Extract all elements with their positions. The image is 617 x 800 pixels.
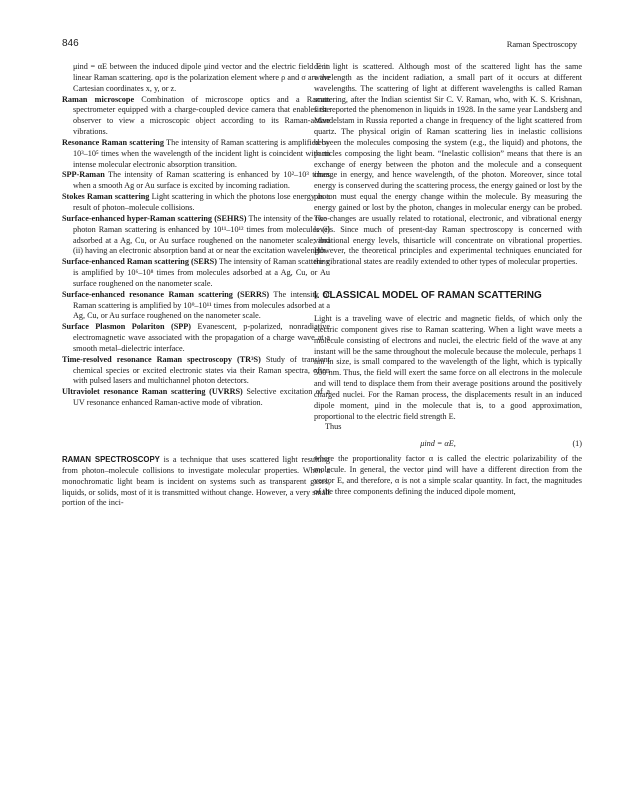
glossary-definition: The intensity of Raman scattering is amplified by 10⁹–10¹¹ times from molecules adsorbed at a Ag, Cu, or Au surface roughened on the nanometer scale. — [73, 289, 330, 321]
glossary-entry — [62, 387, 330, 409]
page-number: 846 — [62, 38, 79, 49]
section-heading: I. CLASSICAL MODEL OF RAMAN SCATTERING — [314, 290, 542, 302]
glossary-definition: Selective excitation of a UV resonance enhanced Raman-active mode of vibration. — [73, 387, 331, 408]
glossary-definition: The intensity of Raman scattering is amplified by 10³–10⁵ times when the wavelength of the incident light is coincident with an intense molecular electronic absorption transition. — [73, 137, 330, 169]
equation-1 — [314, 439, 582, 450]
glossary-definition: The intensity of Raman scattering is enhanced by 10²–10³ times when a smooth Ag or Au surface is excited by incoming radiation. — [73, 170, 330, 191]
glossary-entry — [62, 95, 330, 138]
glossary-term: Ultraviolet resonance Raman scattering (UVRRS) — [62, 387, 243, 397]
equation-body: μind = αE, — [420, 439, 456, 449]
left-column — [62, 62, 330, 509]
right-column — [314, 62, 582, 498]
running-title: Raman Spectroscopy — [506, 39, 577, 49]
section-paragraph-1: Light is a traveling wave of electric and magnetic fields, of which only the electric component gives rise to Raman scattering. When a light wave meets a molecule consisting of electrons and nuclei, the electric field of the wave at any instant will be the same throughout the molecule because the molecule, perhaps 1 nm in size, is small compared to the wavelength of the light, which is typically 500 nm. Thus, the field will exert the same force on all electrons in the molecule and will tend to displace them from their average positions around the positively charged nuclei. For the Raman process, the displacements result in an induced dipole moment, μind in the molecule that is, to a good approximation, proportional to the electric field strength E. — [314, 314, 582, 421]
glossary-entry — [62, 192, 330, 214]
thus-text: Thus — [325, 422, 342, 432]
glossary-entry — [62, 214, 330, 257]
glossary-definition: The intensity of the two-photon Raman scattering is enhanced by 10¹¹–10¹² times from molecules (i) adsorbed at a Ag, Cu, or Au surface roughened on the nanometer scale; and (ii) having an electronic absorption band at or near the excitation wavelength. — [73, 213, 330, 256]
glossary-continuation: μind = αE between the induced dipole μind vector and the electric field E in linear Raman scattering. αρσ is the polarization element where ρ and σ are the Cartesian coordinates x, y, or z. — [73, 62, 330, 93]
glossary-term: Stokes Raman scattering — [62, 192, 150, 202]
intro-continuation: dent light is scattered. Although most of the scattered light has the same wavelength as the incident radiation, a small part of it occurs at different wavelengths. The scattering of light at different wavelengths is called Raman scattering, after the Indian scientist Sir C. V. Raman, who, with K. S. Krishnan, first reported the phenomenon in liquids in 1928. In the same year Landsberg and Mandelstam in Russia reported a change in frequency of the light scattered from quartz. The physical origin of Raman scattering lies in inelastic collisions between the molecules composing the system (e.g., the liquid) and photons, the particles composing the light beam. “Inelastic collision” means that there is an exchange of energy between the photon and the molecule and a consequent change in energy, and hence wavelength, of the photon. Moreover, since total energy is conserved during the scattering process, the energy gained or lost by the photon must equal the energy change within the molecule. By measuring the energy gained or lost by the photon, changes in molecular energy can be probed. The changes are usually related to rotational, electronic, and vibrational energy levels. Since much of present-day Raman spectroscopy is concerned with vibrational energy levels, thisarticle will concentrate on vibrational properties. However, the theoretical principles and experimental techniques enunciated for the vibrational states are readily extended to other types of molecular properties. — [314, 62, 582, 267]
glossary-entry — [62, 290, 330, 323]
intro-paragraph — [62, 455, 330, 509]
glossary-definition: Evanescent, p-polarized, nonradiative electromagnetic wave associated with the propagation of a charge wave at a smooth metal–dielectric interface. — [73, 322, 330, 353]
glossary-term: Time-resolved resonance Raman spectroscopy (TR³S) — [62, 354, 261, 364]
glossary-definition: The intensity of Raman scattering is amplified by 10⁶–10⁸ times from molecules adsorbed at a Ag, Cu, or Au surface roughened on the nanometer scale. — [73, 257, 330, 288]
glossary-term: Surface-enhanced hyper-Raman scattering (SEHRS) — [62, 213, 247, 223]
glossary-term: Surface Plasmon Polariton (SPP) — [62, 322, 192, 332]
glossary-entry — [62, 322, 330, 355]
equation-number: (1) — [572, 439, 582, 449]
glossary-list — [62, 95, 330, 409]
glossary-term: Resonance Raman scattering — [62, 137, 164, 147]
glossary-term: Surface-enhanced resonance Raman scattering (SERRS) — [62, 289, 270, 299]
glossary-term: Surface-enhanced Raman scattering (SERS) — [62, 257, 217, 267]
section-paragraph-2: where the proportionality factor α is called the electric polarizability of the molecule. In general, the vector μind will have a different direction from the vector E, and therefore, α is not a simple scalar quantity. In fact, the magnitudes of the three components defining the induced dipole moment, — [314, 454, 582, 496]
glossary-definition: Combination of microscope optics and a Raman spectrometer equipped with a charge-coupled device camera that enables the observer to view a microscopic object according to its Raman-active vibrations. — [73, 94, 331, 137]
glossary-entry — [62, 138, 330, 171]
glossary-term: SPP-Raman — [62, 170, 105, 180]
intro-text: is a technique that uses scattered light resulting from photon–molecule collisions to investigate molecular properties. When a monochromatic light beam is incident on systems such as transparent gases, liquids, or solids, most of it is transmitted without change. However, a very small portion of the inci- — [62, 455, 331, 508]
glossary-term: Raman microscope — [62, 94, 135, 104]
glossary-entry — [62, 355, 330, 388]
glossary-definition: Study of transient chemical species or excited electronic states via their Raman spectra, often with pulsed lasers and multichannel photon detectors. — [73, 354, 331, 386]
glossary-entry — [62, 170, 330, 192]
intro-lead: RAMAN SPECTROSCOPY — [62, 455, 160, 464]
glossary-definition: Light scattering in which the photons lose energy as a result of photon–molecule collisions. — [73, 192, 330, 212]
glossary-entry — [62, 257, 330, 290]
